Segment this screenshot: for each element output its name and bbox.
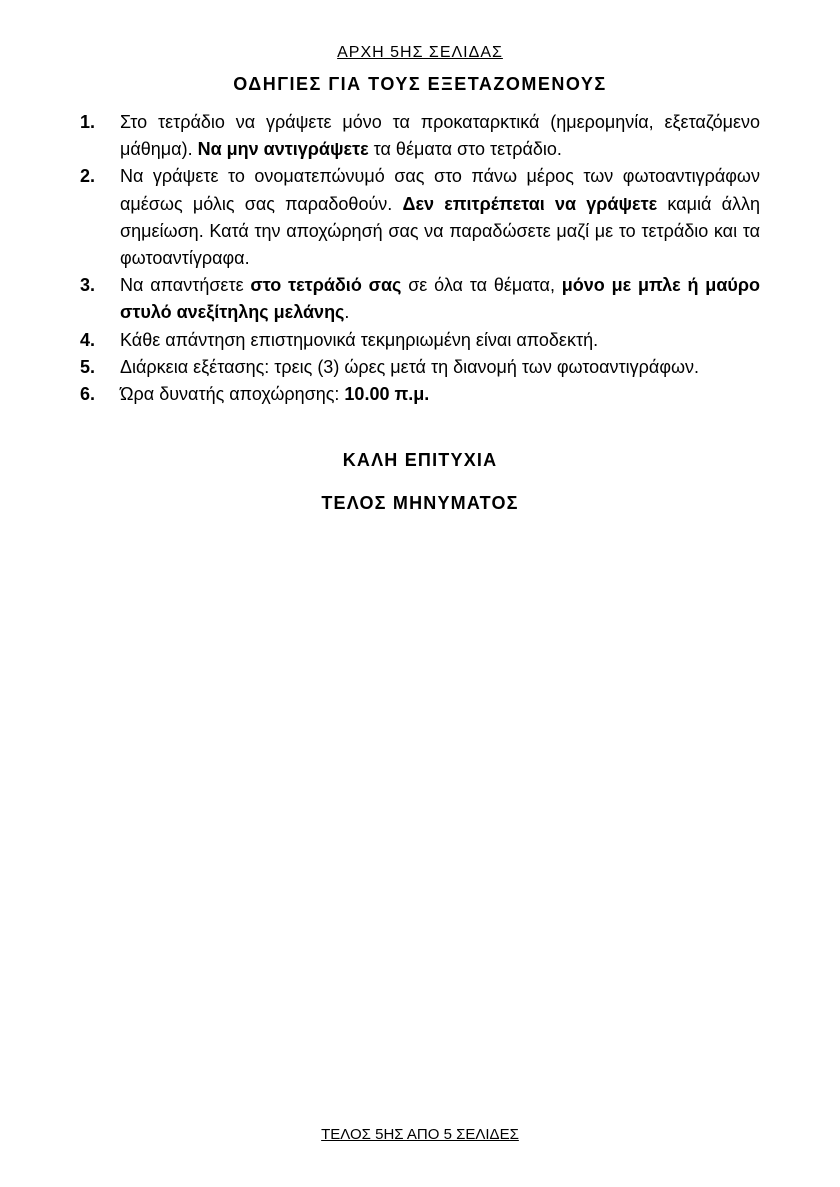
- instruction-text: σε όλα τα θέματα,: [401, 275, 562, 296]
- instruction-item: [80, 327, 760, 354]
- page-header: ΑΡΧΗ 5ΗΣ ΣΕΛΙΔΑΣ: [337, 44, 503, 61]
- instruction-number: 4.: [80, 329, 96, 350]
- instruction-number: 2.: [80, 166, 96, 187]
- instruction-text: καμιά άλλη σημείωση. Κατά την αποχώρησή σας να παραδώσετε μαζί με το τετράδιο και τα φωτοαντίγραφα.: [120, 193, 760, 269]
- instruction-text: Να γράψετε το ονοματεπώνυμό σας στο πάνω μέρος των φωτοαντιγράφων αμέσως μόλις σας παραδοθούν.: [120, 166, 760, 214]
- instruction-emphasis: μόνο με μπλε ή μαύρο στυλό ανεξίτηλης μελάνης: [120, 275, 760, 323]
- instruction-item: [80, 272, 760, 326]
- instruction-text: .: [344, 302, 350, 323]
- instruction-number: 3.: [80, 275, 96, 296]
- instruction-emphasis: στο τετράδιό σας: [250, 275, 402, 296]
- instruction-emphasis: Δεν επιτρέπεται να γράψετε: [402, 193, 658, 214]
- instruction-text: τα θέματα στο τετράδιο.: [368, 139, 562, 160]
- instruction-item: [80, 381, 760, 408]
- instruction-text: Κάθε απάντηση επιστημονικά τεκμηριωμένη είναι αποδεκτή.: [120, 329, 599, 350]
- good-luck-message: ΚΑΛΗ ΕΠΙΤΥΧΙΑ: [342, 450, 498, 470]
- instructions-list: [80, 109, 760, 408]
- instruction-text: Διάρκεια εξέτασης: τρεις (3) ώρες μετά τη διανομή των φωτοαντιγράφων.: [120, 356, 700, 377]
- instruction-emphasis: 10.00 π.μ.: [344, 384, 430, 405]
- instruction-item: [80, 109, 760, 163]
- instruction-item: [80, 354, 760, 381]
- instruction-text: Στο τετράδιο να γράψετε μόνο τα προκαταρκτικά (ημερομηνία, εξεταζόμενο μάθημα).: [120, 112, 760, 160]
- end-of-message: ΤΕΛΟΣ ΜΗΝΥΜΑΤΟΣ: [321, 493, 519, 513]
- instruction-item: [80, 163, 760, 272]
- page-title: ΟΔΗΓΙΕΣ ΓΙΑ ΤΟΥΣ ΕΞΕΤΑΖΟΜΕΝΟΥΣ: [233, 74, 607, 94]
- instruction-number: 5.: [80, 356, 96, 377]
- instruction-number: 1.: [80, 112, 96, 132]
- instruction-number: 6.: [80, 384, 96, 405]
- instruction-text: Ώρα δυνατής αποχώρησης:: [120, 384, 345, 405]
- page-footer: ΤΕΛΟΣ 5ΗΣ ΑΠΟ 5 ΣΕΛΙΔΕΣ: [321, 1126, 519, 1143]
- instruction-emphasis: Να μην αντιγράψετε: [197, 139, 369, 160]
- instruction-text: Να απαντήσετε: [120, 275, 251, 296]
